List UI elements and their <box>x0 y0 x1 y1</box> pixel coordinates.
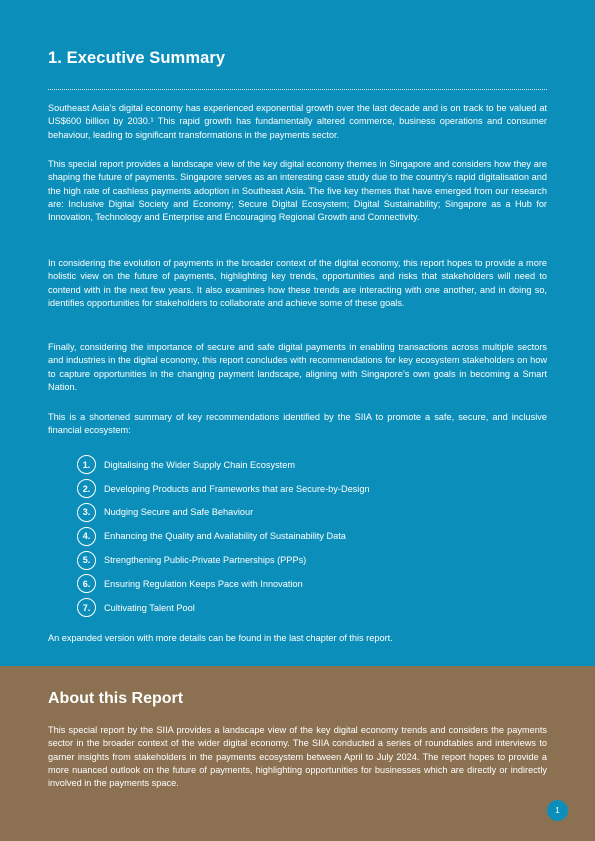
paragraph-themes: This special report provides a landscape view of the key digital economy themes in Singapore and considers how they are shaping the future of payments. Singapore serves as an interesting case study due to the country’s rapid digitalisation and the high rate of cashless payments adoption in Southeast Asia. The five key themes that have emerged from our research are: Inclusive Digital Society and Economy; Secure Digital Ecosystem; Digital Sustainability; Singapore as a Hub for Innovation, Technology and Enterprise and Encouraging Regional Growth and Connectivity. <box>48 159 547 223</box>
about-title: About this Report <box>48 690 184 707</box>
list-item <box>77 548 370 572</box>
list-item <box>77 501 370 525</box>
page-number-badge: 1 <box>547 800 568 821</box>
about-body: This special report by the SIIA provides a landscape view of the key digital economy trends and considers the payments sector in the broader context of the wider digital economy. The SIIA conducted a series of roundtables and interviews to garner insights from stakeholders in the payments ecosystem between April to July 2024. The report hopes to provide a more nuanced outlook on the future of payments, highlighting opportunities for businesses which are directly or indirectly involved in the payments space. <box>48 725 547 789</box>
list-item <box>77 453 370 477</box>
list-item-label: Cultivating Talent Pool <box>104 602 195 613</box>
list-item-label: Digitalising the Wider Supply Chain Ecosystem <box>104 459 295 470</box>
number-badge: 2. <box>77 479 96 498</box>
section-title: 1. Executive Summary <box>48 49 226 67</box>
list-item <box>77 524 370 548</box>
list-item <box>77 572 370 596</box>
paragraph-intro: Southeast Asia’s digital economy has experienced exponential growth over the last decade and is on track to be valued at US$600 billion by 2030.¹ This rapid growth has fundamentally altered commerce, business operations and consumer behaviour, leading to significant transformations in the payments sector. <box>48 103 547 140</box>
number-badge: 3. <box>77 503 96 522</box>
paragraph-expanded-note: An expanded version with more details can be found in the last chapter of this report. <box>48 633 393 643</box>
number-badge: 1. <box>77 455 96 474</box>
number-badge: 5. <box>77 551 96 570</box>
list-item-label: Enhancing the Quality and Availability of Sustainability Data <box>104 531 346 542</box>
paragraph-conclusion: Finally, considering the importance of secure and safe digital payments in enabling transactions across multiple sectors and industries in the digital economy, this report concludes with recommendations for key ecosystem stakeholders on how to capture opportunities in the changing payment landscape, aligning with Singapore’s own goals in becoming a Smart Nation. <box>48 342 547 392</box>
paragraph-summary-intro: This is a shortened summary of key recommendations identified by the SIIA to promote a safe, secure, and inclusive financial ecosystem: <box>48 412 547 436</box>
number-badge: 6. <box>77 574 96 593</box>
list-item-label: Strengthening Public-Private Partnerships (PPPs) <box>104 555 307 566</box>
dotted-divider <box>48 89 547 90</box>
list-item <box>77 596 370 620</box>
number-badge: 4. <box>77 527 96 546</box>
list-item <box>77 477 370 501</box>
number-badge: 7. <box>77 598 96 617</box>
list-item-label: Nudging Secure and Safe Behaviour <box>104 507 254 518</box>
paragraph-evolution: In considering the evolution of payments in the broader context of the digital economy, this report hopes to provide a more holistic view on the future of payments, highlighting key trends, opportunities and risks that stakeholders will need to contend with in the next few years. It also examines how these trends are interacting with one another, and in doing so, identifies opportunities for stakeholders to collaborate and achieve some of these goals. <box>48 258 547 308</box>
recommendations-list <box>77 453 370 620</box>
list-item-label: Ensuring Regulation Keeps Pace with Innovation <box>104 578 303 589</box>
list-item-label: Developing Products and Frameworks that are Secure-by-Design <box>104 483 370 494</box>
